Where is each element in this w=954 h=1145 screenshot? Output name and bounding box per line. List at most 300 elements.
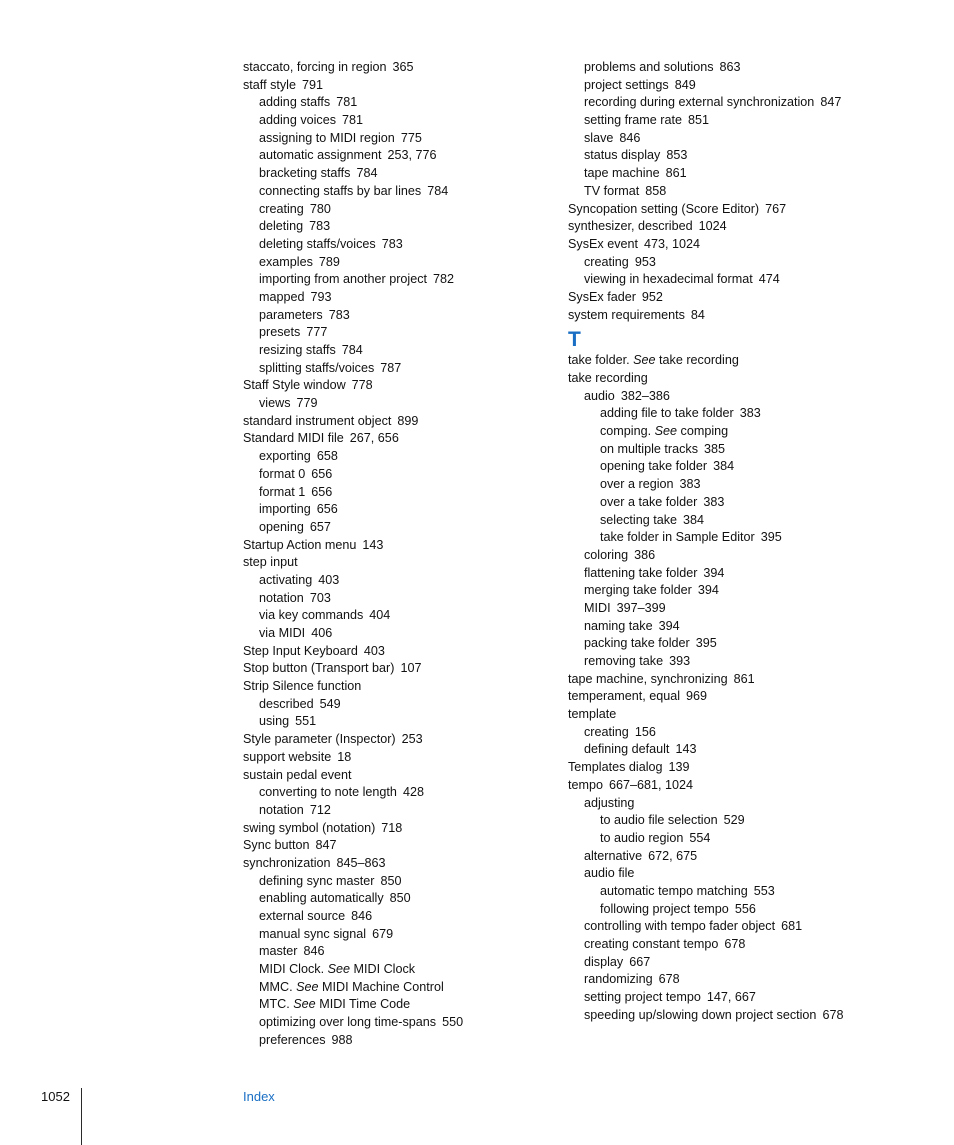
index-entry [568, 405, 843, 423]
entry-pages: 853 [666, 148, 688, 163]
entry-pages: 385 [704, 441, 726, 456]
index-entry [568, 635, 843, 653]
entry-pages: 139 [668, 760, 690, 775]
index-entry [243, 130, 463, 148]
entry-term: bracketing staffs [259, 166, 351, 181]
entry-pages: 384 [683, 512, 705, 527]
entry-term: creating [584, 254, 629, 269]
index-entry [568, 795, 843, 813]
entry-term: take folder in Sample Editor [600, 530, 755, 545]
entry-term: importing from another project [259, 272, 427, 287]
entry-pages: 775 [400, 130, 422, 145]
entry-pages: 678 [724, 937, 746, 951]
entry-pages: 847 [315, 838, 337, 853]
entry-term: status display [584, 148, 661, 163]
see-reference-target: MIDI Machine Control [322, 979, 444, 994]
index-entry [568, 494, 843, 512]
entry-term: setting frame rate [584, 113, 682, 128]
entry-term: defining default [584, 742, 670, 757]
entry-pages: 791 [301, 77, 323, 92]
entry-term: speeding up/slowing down project section [584, 1007, 817, 1022]
entry-term: take recording [568, 371, 648, 385]
index-entry [243, 873, 463, 891]
entry-pages: 383 [703, 494, 725, 509]
entry-term: MIDI [584, 600, 611, 615]
entry-term: creating constant tempo [584, 937, 719, 951]
entry-term: resizing staffs [259, 343, 336, 357]
entry-pages: 473, 1024 [644, 236, 701, 251]
entry-pages: 84 [690, 307, 705, 322]
index-entry [243, 749, 463, 767]
entry-pages: 143 [362, 537, 384, 552]
entry-term: enabling automatically [259, 891, 384, 906]
entry-term: manual sync signal [259, 926, 367, 941]
entry-term: adding file to take folder [600, 406, 734, 421]
entry-term: randomizing [584, 972, 653, 987]
entry-term: controlling with tempo fader object [584, 919, 776, 934]
index-entry [243, 448, 463, 466]
entry-term: synchronization [243, 855, 331, 870]
index-entry [568, 529, 843, 547]
index-entry [568, 759, 843, 777]
entry-term: swing symbol (notation) [243, 820, 376, 835]
index-entry [568, 901, 843, 919]
entry-pages: 403 [318, 572, 340, 587]
entry-term: format 1 [259, 484, 306, 499]
index-column-left [243, 59, 463, 1050]
index-entry [568, 688, 843, 706]
entry-term: system requirements [568, 307, 685, 322]
index-entry [243, 767, 463, 785]
index-entry [243, 696, 463, 714]
entry-term: exporting [259, 449, 311, 464]
entry-term: tape machine [584, 166, 660, 181]
entry-pages: 406 [311, 626, 333, 640]
entry-term: removing take [584, 654, 664, 668]
entry-pages: 529 [723, 813, 745, 828]
index-entry [568, 352, 843, 370]
entry-term: adjusting [584, 795, 635, 810]
index-entry [568, 77, 843, 95]
index-entry [568, 989, 843, 1007]
entry-pages: 253 [401, 732, 423, 747]
index-entry [568, 547, 843, 565]
index-entry [568, 865, 843, 883]
entry-term: mapped [259, 289, 305, 304]
index-entry [568, 271, 843, 289]
entry-pages: 393 [669, 654, 691, 668]
entry-pages: 383 [739, 406, 761, 421]
index-entry [243, 519, 463, 537]
entry-pages: 397–399 [616, 600, 666, 615]
entry-term: Syncopation setting (Score Editor) [568, 201, 760, 216]
index-entry [243, 59, 463, 77]
entry-term: using [259, 714, 290, 729]
index-entry [568, 165, 843, 183]
index-entry [243, 395, 463, 413]
entry-term: standard instrument object [243, 413, 392, 428]
entry-term: display [584, 954, 624, 969]
index-entry [243, 289, 463, 307]
entry-term: automatic tempo matching [600, 883, 748, 898]
entry-pages: 658 [316, 449, 338, 464]
index-entry [243, 713, 463, 731]
index-entry [243, 678, 463, 696]
index-entry [243, 820, 463, 838]
entry-term: connecting staffs by bar lines [259, 183, 422, 198]
entry-term: problems and solutions [584, 60, 714, 74]
entry-term: Strip Silence function [243, 679, 362, 694]
index-entry [243, 201, 463, 219]
index-entry [568, 476, 843, 494]
index-entry [243, 572, 463, 590]
entry-pages: 667–681, 1024 [609, 777, 694, 792]
entry-term: examples [259, 254, 313, 269]
entry-pages: 550 [442, 1015, 464, 1030]
entry-term: Step Input Keyboard [243, 643, 358, 658]
entry-term: tape machine, synchronizing [568, 671, 728, 686]
entry-pages: 845–863 [336, 855, 386, 870]
entry-term: creating [584, 724, 629, 739]
entry-pages: 474 [758, 272, 780, 287]
entry-pages: 783 [309, 219, 331, 234]
entry-term: opening [259, 519, 304, 534]
entry-term: splitting staffs/voices [259, 360, 375, 375]
index-entry [243, 413, 463, 431]
see-reference-label: See [293, 997, 316, 1012]
entry-term: setting project tempo [584, 990, 701, 1005]
index-entry [568, 883, 843, 901]
index-entry [243, 466, 463, 484]
index-entry [568, 971, 843, 989]
index-entry [243, 501, 463, 519]
index-entry [243, 112, 463, 130]
index-entry [568, 936, 843, 954]
entry-term: step input [243, 555, 298, 570]
entry-pages: 861 [733, 671, 755, 686]
index-entry [243, 77, 463, 95]
index-entry [568, 289, 843, 307]
entry-pages: 156 [634, 724, 656, 739]
entry-pages: 861 [665, 166, 687, 181]
entry-term: assigning to MIDI region [259, 130, 395, 145]
entry-pages: 1024 [698, 219, 727, 234]
entry-pages: 784 [341, 343, 363, 357]
index-entry [243, 342, 463, 360]
index-entry [243, 324, 463, 342]
entry-term: flattening take folder [584, 565, 698, 580]
entry-term: audio file [584, 866, 635, 881]
entry-pages: 703 [309, 590, 331, 605]
index-entry [568, 112, 843, 130]
entry-term: MIDI Clock. [259, 962, 325, 977]
entry-pages: 382–386 [620, 388, 670, 403]
entry-pages: 777 [306, 325, 328, 340]
letter-heading: T [568, 328, 581, 352]
index-entry [568, 218, 843, 236]
entry-pages: 657 [309, 519, 331, 534]
index-entry [243, 377, 463, 395]
index-entry [243, 537, 463, 555]
entry-term: staccato, forcing in region [243, 60, 387, 74]
index-entry [568, 777, 843, 795]
see-reference-label: See [327, 962, 350, 977]
index-entry [568, 147, 843, 165]
entry-term: automatic assignment [259, 148, 382, 163]
index-entry [568, 830, 843, 848]
entry-pages: 143 [675, 742, 697, 757]
index-entry [568, 671, 843, 689]
index-entry [568, 388, 843, 406]
entry-term: views [259, 396, 291, 411]
entry-pages: 850 [389, 891, 411, 906]
entry-pages: 858 [645, 183, 667, 198]
entry-pages: 787 [380, 360, 402, 375]
entry-pages: 712 [309, 802, 331, 817]
entry-term: alternative [584, 848, 643, 863]
entry-term: MMC. [259, 979, 293, 994]
entry-term: packing take folder [584, 636, 690, 651]
page-number: 1052 [41, 1089, 70, 1104]
entry-term: Startup Action menu [243, 537, 357, 552]
entry-pages: 988 [331, 1032, 353, 1047]
index-entry [243, 554, 463, 572]
entry-term: via MIDI [259, 626, 306, 640]
entry-pages: 953 [634, 254, 656, 269]
see-reference-target: take recording [659, 353, 739, 368]
entry-pages: 781 [336, 95, 358, 110]
entry-pages: 383 [679, 477, 701, 492]
entry-pages: 554 [689, 830, 711, 845]
index-entry [243, 590, 463, 608]
entry-term: notation [259, 802, 304, 817]
entry-term: temperament, equal [568, 689, 681, 704]
index-entry [568, 1007, 843, 1025]
entry-term: converting to note length [259, 785, 397, 800]
entry-pages: 863 [719, 60, 741, 74]
index-entry [243, 926, 463, 944]
index-entry [568, 848, 843, 866]
entry-pages: 253, 776 [387, 148, 437, 163]
entry-term: audio [584, 388, 615, 403]
index-entry [243, 218, 463, 236]
index-entry [243, 802, 463, 820]
entry-pages: 394 [697, 583, 719, 598]
entry-pages: 681 [781, 919, 803, 934]
entry-pages: 783 [328, 307, 350, 322]
index-entry [568, 458, 843, 476]
entry-pages: 549 [319, 696, 341, 711]
see-reference-label: See [633, 353, 656, 368]
entry-pages: 395 [760, 530, 782, 545]
entry-term: synthesizer, described [568, 219, 693, 234]
entry-term: tempo [568, 777, 604, 792]
entry-pages: 386 [634, 547, 656, 562]
index-entry [568, 307, 843, 325]
entry-term: on multiple tracks [600, 441, 698, 456]
entry-term: preferences [259, 1032, 326, 1047]
entry-term: selecting take [600, 512, 678, 527]
index-entry [568, 918, 843, 936]
entry-term: importing [259, 502, 311, 517]
entry-pages: 767 [765, 201, 787, 216]
entry-term: project settings [584, 77, 669, 92]
index-entry [568, 741, 843, 759]
entry-term: comping. [600, 424, 652, 439]
index-entry [243, 908, 463, 926]
entry-pages: 779 [296, 396, 318, 411]
entry-term: format 0 [259, 466, 306, 481]
entry-term: MTC. [259, 997, 290, 1012]
index-entry [568, 183, 843, 201]
index-entry [243, 731, 463, 749]
index-entry [568, 441, 843, 459]
index-entry [243, 165, 463, 183]
entry-term: over a take folder [600, 494, 698, 509]
entry-term: support website [243, 749, 332, 764]
index-entry [243, 1014, 463, 1032]
entry-pages: 899 [397, 413, 419, 428]
index-entry [568, 512, 843, 530]
entry-pages: 656 [316, 502, 338, 517]
entry-term: deleting [259, 219, 304, 234]
index-entry [243, 837, 463, 855]
entry-term: external source [259, 909, 346, 923]
entry-term: adding staffs [259, 95, 331, 110]
entry-pages: 656 [311, 484, 333, 499]
index-entry [568, 618, 843, 636]
entry-pages: 404 [369, 608, 391, 623]
entry-pages: 781 [342, 113, 364, 128]
entry-pages: 107 [400, 661, 422, 676]
index-entry [568, 201, 843, 219]
index-entry [243, 607, 463, 625]
index-entry [243, 979, 463, 997]
entry-pages: 780 [309, 201, 331, 216]
index-entry [243, 307, 463, 325]
entry-term: SysEx event [568, 236, 638, 251]
entry-pages: 850 [380, 873, 402, 888]
index-entry [568, 130, 843, 148]
entry-pages: 394 [658, 618, 680, 633]
index-entry [243, 943, 463, 961]
index-entry [568, 254, 843, 272]
entry-term: Standard MIDI file [243, 431, 344, 446]
entry-pages: 556 [734, 901, 756, 916]
index-entry [243, 271, 463, 289]
index-entry [243, 183, 463, 201]
entry-term: defining sync master [259, 873, 375, 888]
index-entry [568, 724, 843, 742]
entry-pages: 784 [356, 166, 378, 181]
index-entry [568, 582, 843, 600]
section-title: Index [243, 1089, 275, 1104]
entry-term: recording during external synchronization [584, 95, 815, 110]
entry-pages: 147, 667 [706, 990, 756, 1005]
entry-term: described [259, 696, 314, 711]
index-entry [243, 254, 463, 272]
index-entry [568, 236, 843, 254]
entry-pages: 679 [372, 926, 394, 941]
entry-pages: 789 [318, 254, 340, 269]
entry-term: deleting staffs/voices [259, 236, 376, 251]
entry-pages: 849 [674, 77, 696, 92]
see-reference-target: MIDI Time Code [319, 997, 411, 1012]
entry-term: to audio region [600, 830, 684, 845]
index-entry [568, 423, 843, 441]
index-entry [568, 706, 843, 724]
entry-term: master [259, 944, 298, 959]
entry-pages: 18 [337, 749, 352, 764]
index-entry [243, 625, 463, 643]
index-entry [243, 961, 463, 979]
entry-pages: 846 [351, 909, 373, 923]
entry-pages: 847 [820, 95, 842, 110]
entry-pages: 718 [381, 820, 403, 835]
entry-pages: 793 [310, 289, 332, 304]
entry-term: over a region [600, 477, 674, 492]
entry-pages: 678 [658, 972, 680, 987]
entry-term: activating [259, 572, 313, 587]
entry-pages: 782 [433, 272, 455, 287]
entry-term: merging take folder [584, 583, 692, 598]
entry-pages: 267, 656 [349, 431, 399, 446]
index-entry [243, 996, 463, 1014]
entry-term: adding voices [259, 113, 337, 128]
entry-term: SysEx fader [568, 289, 636, 304]
entry-term: optimizing over long time-spans [259, 1015, 437, 1030]
entry-term: viewing in hexadecimal format [584, 272, 753, 287]
entry-pages: 365 [392, 60, 414, 74]
index-entry [568, 94, 843, 112]
entry-term: template [568, 707, 617, 722]
entry-term: staff style [243, 77, 296, 92]
see-reference-label: See [654, 424, 678, 439]
entry-pages: 846 [303, 944, 325, 959]
entry-pages: 969 [686, 689, 708, 704]
entry-pages: 783 [381, 236, 403, 251]
entry-pages: 656 [311, 466, 333, 481]
see-reference-target: comping [680, 424, 729, 439]
index-entry [568, 370, 843, 388]
entry-term: naming take [584, 618, 653, 633]
entry-pages: 553 [753, 883, 775, 898]
index-entry [568, 653, 843, 671]
entry-term: take folder. [568, 353, 630, 368]
entry-term: Templates dialog [568, 760, 663, 775]
entry-term: presets [259, 325, 301, 340]
entry-pages: 778 [351, 378, 373, 393]
index-entry [243, 855, 463, 873]
entry-pages: 428 [402, 785, 424, 800]
index-entry [243, 236, 463, 254]
entry-term: Stop button (Transport bar) [243, 661, 395, 676]
index-entry [243, 643, 463, 661]
entry-pages: 672, 675 [648, 848, 698, 863]
entry-term: following project tempo [600, 901, 729, 916]
index-entry [568, 565, 843, 583]
entry-term: parameters [259, 307, 323, 322]
entry-term: Staff Style window [243, 378, 346, 393]
index-entry [243, 1032, 463, 1050]
entry-term: creating [259, 201, 304, 216]
entry-term: notation [259, 590, 304, 605]
see-reference-target: MIDI Clock [353, 962, 416, 977]
entry-pages: 394 [703, 565, 725, 580]
entry-pages: 395 [695, 636, 717, 651]
entry-pages: 678 [822, 1007, 844, 1022]
index-entry [243, 660, 463, 678]
